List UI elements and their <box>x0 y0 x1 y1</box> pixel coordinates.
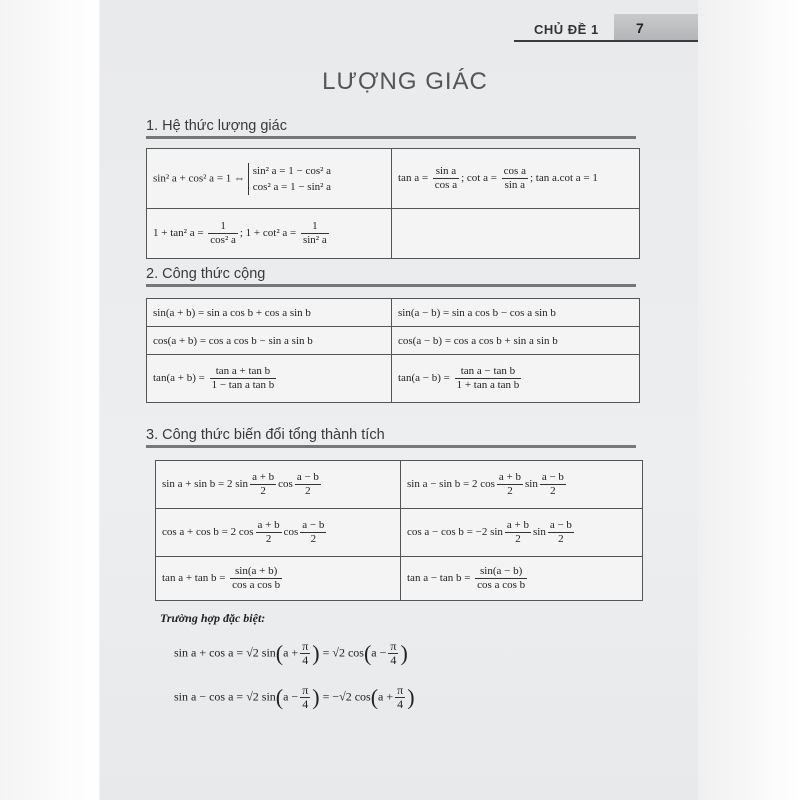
tan-difference-lhs: tan(a − b) = <box>398 372 450 385</box>
tan-difference-fraction <box>475 565 527 592</box>
right-paren: ) <box>312 684 320 710</box>
formula-lhs: tan a + tan b = <box>162 572 226 585</box>
right-paren: ) <box>407 684 415 710</box>
fraction-numerator: tan a − tan b <box>455 365 522 379</box>
fraction-numerator: sin(a + b) <box>230 565 282 579</box>
fraction-denominator: cos a cos b <box>477 579 526 591</box>
left-paren: ( <box>370 684 379 710</box>
fraction-numerator: sin a <box>433 165 459 179</box>
fraction-numerator: π <box>302 683 309 697</box>
tan-difference-formula <box>392 355 640 403</box>
half-sum-fraction <box>250 471 276 498</box>
special-cases-title: Trường hợp đặc biệt: <box>160 611 266 625</box>
formula-lhs: cos a − cos b = −2 sin <box>407 526 503 539</box>
identity-case-2: cos² a = 1 − sin² a <box>252 180 332 193</box>
formula-lhs: sin a + sin b = 2 sin <box>162 478 249 491</box>
cos-sum-formula: cos(a + b) = cos a cos b − sin a sin b <box>147 327 392 355</box>
header-rule <box>514 40 698 42</box>
argument: a + <box>378 689 394 704</box>
half-difference-fraction <box>300 519 326 546</box>
fraction-denominator: 4 <box>397 697 404 711</box>
formula-lhs: sin a − sin b = 2 cos <box>407 478 495 491</box>
formula-mid: sin <box>533 526 546 539</box>
tan-difference-fraction <box>455 365 522 392</box>
fraction-numerator: tan a + tan b <box>210 365 277 379</box>
fraction-numerator: π <box>390 639 397 653</box>
half-sum-fraction <box>256 519 282 546</box>
formula-lhs: sin a − cos a = √2 sin <box>174 689 276 704</box>
tan-cot-product: ; tan a.cot a = 1 <box>529 172 598 185</box>
special-case-2 <box>174 684 415 711</box>
left-paren: ( <box>363 640 372 666</box>
fraction-numerator: a − b <box>549 519 572 531</box>
fraction-denominator: sin² a <box>302 234 327 246</box>
formula-mid: = √2 cos <box>322 645 364 660</box>
identity-tan-lhs: 1 + tan² a = <box>153 227 204 240</box>
section-2-rule <box>146 284 636 287</box>
separator: ; <box>461 172 465 185</box>
fraction-denominator: cos² a <box>210 234 236 246</box>
cos-difference-formula: cos(a − b) = cos a cos b + sin a sin b <box>392 327 640 355</box>
table1-r1c1 <box>147 149 392 209</box>
sum-to-product-table <box>155 460 643 601</box>
formula-mid: = −√2 cos <box>322 689 371 704</box>
fraction-numerator: 1 <box>301 220 329 234</box>
formula-mid: sin <box>524 478 538 491</box>
fraction-numerator: sin(a − b) <box>475 565 527 579</box>
fraction-denominator: cos a <box>434 179 458 191</box>
fraction-numerator: π <box>397 683 404 697</box>
fraction-denominator: 4 <box>302 697 309 711</box>
equivalence-brace <box>248 163 331 195</box>
tan-sum-formula <box>147 355 392 403</box>
formula-lhs: tan a − tan b = <box>407 572 471 585</box>
fraction-denominator: sin a <box>504 179 526 191</box>
tan-sum-fraction <box>230 565 282 592</box>
tan-sum-fraction <box>210 365 277 392</box>
pi-over-4 <box>300 684 310 711</box>
section-3-title: 3. Công thức biến đổi tổng thành tích <box>146 427 385 443</box>
fraction-numerator: cos a <box>503 165 526 177</box>
sin-sum-to-product <box>156 461 401 509</box>
sin-difference-formula: sin(a − b) = sin a cos b − cos a sin b <box>392 299 640 327</box>
identity-pythagorean: sin² a + cos² a = 1 ⇔ <box>153 172 246 185</box>
fraction-denominator: cos a cos b <box>232 579 281 591</box>
fraction-denominator: 1 + tan a tan b <box>456 379 520 391</box>
page-number-tab <box>614 14 698 40</box>
section-3-rule <box>146 445 636 448</box>
fraction-numerator: a + b <box>498 471 521 483</box>
fraction-numerator: a + b <box>257 519 280 531</box>
formula-mid: cos <box>278 478 293 491</box>
fraction-denominator: 2 <box>265 533 272 545</box>
chapter-label: CHỦ ĐỀ 1 <box>534 22 599 37</box>
left-paren: ( <box>275 640 284 666</box>
pi-over-4 <box>300 640 310 667</box>
tan-sum-lhs: tan(a + b) = <box>153 372 205 385</box>
cot-definition-lhs: cot a = <box>466 172 497 185</box>
cos-difference-to-product <box>401 509 643 557</box>
identity-tan-fraction <box>208 220 238 247</box>
section-1-title: 1. Hệ thức lượng giác <box>146 118 287 134</box>
fraction-numerator: a − b <box>541 471 564 483</box>
page-number: 7 <box>636 20 644 36</box>
fraction-numerator: a − b <box>302 519 325 531</box>
half-sum-fraction <box>497 471 523 498</box>
fraction-denominator: 2 <box>507 485 513 497</box>
argument: a − <box>283 689 299 704</box>
right-paren: ) <box>312 640 320 666</box>
pi-over-4 <box>388 640 398 667</box>
identity-cot-fraction <box>301 220 329 247</box>
section-2-title: 2. Công thức cộng <box>146 266 266 282</box>
table1-r1c2 <box>392 149 640 209</box>
sin-sum-formula: sin(a + b) = sin a cos b + cos a sin b <box>147 299 392 327</box>
left-paren: ( <box>275 684 284 710</box>
sin-difference-to-product <box>401 461 643 509</box>
left-background <box>0 0 100 800</box>
fraction-numerator: a − b <box>296 471 319 483</box>
fraction-denominator: 4 <box>390 653 397 667</box>
half-sum-fraction <box>505 519 531 546</box>
half-difference-fraction <box>540 471 566 498</box>
formula-lhs: sin a + cos a = √2 sin <box>174 645 276 660</box>
tan-difference-to-product <box>401 557 643 601</box>
fraction-numerator: 1 <box>208 220 238 234</box>
special-case-1 <box>174 640 408 667</box>
fraction-denominator: 2 <box>305 485 311 497</box>
argument: a − <box>371 645 387 660</box>
fraction-numerator: a + b <box>506 519 529 531</box>
fraction-denominator: 2 <box>550 485 556 497</box>
cot-fraction <box>502 165 528 192</box>
addition-formulas-table <box>146 298 640 403</box>
formula-mid: cos <box>283 526 299 539</box>
fraction-denominator: 1 − tan a tan b <box>211 379 275 391</box>
fraction-denominator: 4 <box>302 653 309 667</box>
fraction-denominator: 2 <box>558 533 564 545</box>
fraction-numerator: a + b <box>252 471 275 483</box>
table1-r2c1 <box>147 209 392 259</box>
argument: a + <box>283 645 299 660</box>
pi-over-4 <box>395 684 405 711</box>
identity-cot-lhs: ; 1 + cot² a = <box>239 227 297 240</box>
trig-identities-table <box>146 148 640 259</box>
half-difference-fraction <box>548 519 574 546</box>
page-title: LƯỢNG GIÁC <box>322 68 488 95</box>
fraction-denominator: 2 <box>310 533 317 545</box>
tan-fraction <box>433 165 459 192</box>
identity-case-1: sin² a = 1 − cos² a <box>252 164 332 177</box>
tan-definition-lhs: tan a = <box>398 172 429 185</box>
half-difference-fraction <box>295 471 321 498</box>
fraction-denominator: 2 <box>260 485 266 497</box>
tan-sum-to-product <box>156 557 401 601</box>
fraction-numerator: π <box>302 639 309 653</box>
table1-r2c2-empty <box>392 209 640 259</box>
section-1-rule <box>146 136 636 139</box>
right-background <box>698 0 800 800</box>
right-paren: ) <box>400 640 408 666</box>
cos-sum-to-product <box>156 509 401 557</box>
fraction-denominator: 2 <box>515 533 521 545</box>
formula-lhs: cos a + cos b = 2 cos <box>162 526 254 539</box>
